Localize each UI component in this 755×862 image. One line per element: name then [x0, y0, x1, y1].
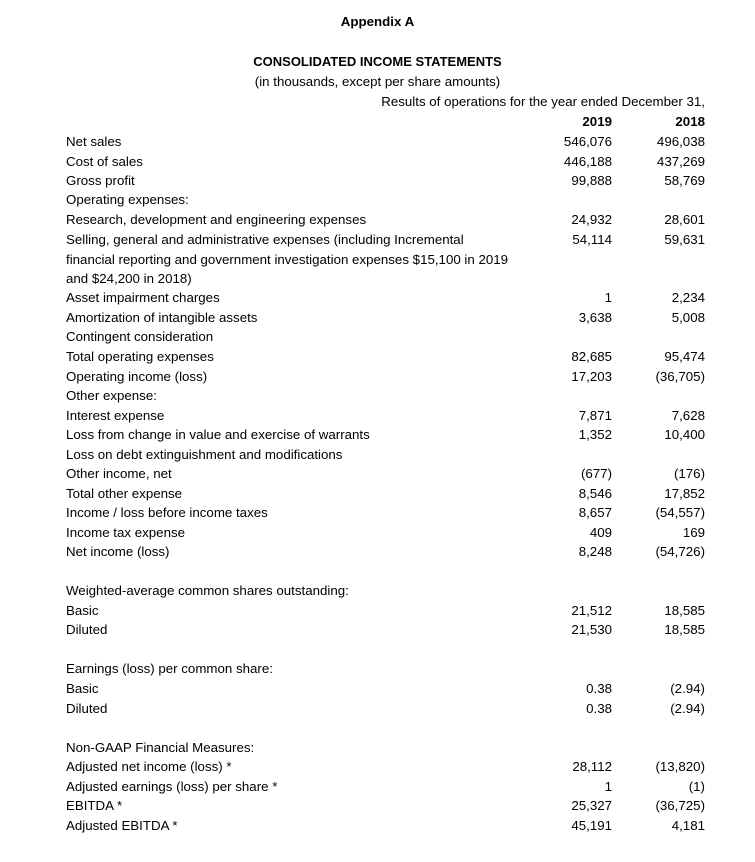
statement-title: CONSOLIDATED INCOME STATEMENTS [253, 54, 502, 69]
value-2019-other-income: (677) [580, 466, 612, 481]
value-2019-amortization: 3,638 [578, 310, 612, 325]
non-gaap-adjusted-ebitda-2018: 4,181 [671, 818, 705, 833]
row-label-net-income: Net income (loss) [66, 544, 170, 559]
non-gaap-heading: Non-GAAP Financial Measures: [66, 740, 255, 755]
non-gaap-ebitda-label: EBITDA * [66, 798, 123, 813]
value-2019-asset-impairment: 1 [604, 290, 612, 305]
row-label-other-expense: Other expense: [66, 388, 157, 403]
eps-basic-2019: 0.38 [586, 681, 612, 696]
non-gaap-adjusted-ebitda-2019: 45,191 [571, 818, 612, 833]
shares-diluted-label: Diluted [66, 622, 108, 637]
value-2019-operating-income: 17,203 [571, 369, 612, 384]
shares-diluted-2018: 18,585 [664, 622, 705, 637]
row-label-asset-impairment: Asset impairment charges [66, 290, 220, 305]
non-gaap-adjusted-eps-label: Adjusted earnings (loss) per share * [66, 779, 278, 794]
value-2019-income-before-taxes: 8,657 [578, 505, 612, 520]
value-2018-income-before-taxes: (54,557) [655, 505, 705, 520]
non-gaap-adjusted-net-income-label: Adjusted net income (loss) * [66, 759, 232, 774]
value-2018-income-tax: 169 [682, 525, 705, 540]
non-gaap-adjusted-ebitda-label: Adjusted EBITDA * [66, 818, 178, 833]
shares-heading: Weighted-average common shares outstanding: [66, 583, 349, 598]
value-2018-gross-profit: 58,769 [664, 173, 705, 188]
value-2018-interest-expense: 7,628 [671, 408, 705, 423]
row-label-operating-expenses: Operating expenses: [66, 192, 189, 207]
row-label-rd-expenses: Research, development and engineering expenses [66, 212, 367, 227]
shares-diluted-2019: 21,530 [571, 622, 612, 637]
value-2018-sga-expenses: 59,631 [664, 232, 705, 247]
row-label-income-before-taxes: Income / loss before income taxes [66, 505, 268, 520]
value-2019-sga-expenses: 54,114 [572, 232, 612, 247]
row-label-contingent-consideration: Contingent consideration [66, 329, 214, 344]
appendix-title: Appendix A [340, 14, 415, 29]
value-2019-cost-of-sales: 446,188 [563, 154, 612, 169]
value-2019-gross-profit: 99,888 [571, 173, 612, 188]
value-2018-cost-of-sales: 437,269 [656, 154, 705, 169]
non-gaap-adjusted-eps-2018: (1) [688, 779, 705, 794]
non-gaap-ebitda-2019: 25,327 [571, 798, 612, 813]
row-label-operating-income: Operating income (loss) [66, 369, 208, 384]
eps-basic-2018: (2.94) [670, 681, 705, 696]
shares-basic-2018: 18,585 [664, 603, 705, 618]
row-label-other-income: Other income, net [66, 466, 172, 481]
non-gaap-adjusted-eps-2019: 1 [604, 779, 612, 794]
eps-diluted-2018: (2.94) [670, 701, 705, 716]
eps-heading: Earnings (loss) per common share: [66, 661, 273, 676]
row-label-income-tax: Income tax expense [66, 525, 186, 540]
non-gaap-ebitda-2018: (36,725) [655, 798, 705, 813]
row-label-cost-of-sales: Cost of sales [66, 154, 143, 169]
eps-diluted-label: Diluted [66, 701, 108, 716]
row-label-total-other-expense: Total other expense [66, 486, 183, 501]
value-2019-net-income: 8,248 [578, 544, 612, 559]
results-caption: Results of operations for the year ended December 31, [381, 94, 705, 109]
value-2018-warrants-loss: 10,400 [664, 427, 705, 442]
value-2019-total-operating-expenses: 82,685 [571, 349, 612, 364]
row-label-warrants-loss: Loss from change in value and exercise of warrants [66, 427, 370, 442]
value-2018-total-other-expense: 17,852 [664, 486, 705, 501]
value-2019-rd-expenses: 24,932 [571, 212, 612, 227]
non-gaap-adjusted-net-income-2018: (13,820) [655, 759, 705, 774]
eps-diluted-2019: 0.38 [586, 701, 612, 716]
value-2018-rd-expenses: 28,601 [664, 212, 705, 227]
column-header-2018: 2018 [675, 114, 705, 129]
shares-basic-2019: 21,512 [571, 603, 612, 618]
row-label-interest-expense: Interest expense [66, 408, 165, 423]
value-2019-income-tax: 409 [589, 525, 612, 540]
value-2018-net-income: (54,726) [655, 544, 705, 559]
row-label-debt-extinguishment: Loss on debt extinguishment and modifications [66, 447, 343, 462]
value-2018-amortization: 5,008 [671, 310, 705, 325]
row-label-sga-expenses: Selling, general and administrative expenses (including Incremental financial reporting and government investigation expenses $15,100 in 2019 and $24,200 in 2018) [66, 232, 509, 287]
value-2018-net-sales: 496,038 [656, 134, 705, 149]
value-2018-total-operating-expenses: 95,474 [664, 349, 705, 364]
column-header-2019: 2019 [582, 114, 612, 129]
shares-basic-label: Basic [66, 603, 99, 618]
row-label-amortization: Amortization of intangible assets [66, 310, 258, 325]
row-label-total-operating-expenses: Total operating expenses [66, 349, 214, 364]
row-label-gross-profit: Gross profit [66, 173, 135, 188]
value-2019-warrants-loss: 1,352 [578, 427, 612, 442]
value-2018-other-income: (176) [673, 466, 705, 481]
value-2018-asset-impairment: 2,234 [671, 290, 705, 305]
statement-subtitle: (in thousands, except per share amounts) [254, 74, 501, 89]
value-2018-operating-income: (36,705) [655, 369, 705, 384]
value-2019-net-sales: 546,076 [563, 134, 612, 149]
non-gaap-adjusted-net-income-2019: 28,112 [572, 759, 612, 774]
value-2019-interest-expense: 7,871 [578, 408, 612, 423]
eps-basic-label: Basic [66, 681, 99, 696]
row-label-net-sales: Net sales [66, 134, 122, 149]
value-2019-total-other-expense: 8,546 [578, 486, 612, 501]
